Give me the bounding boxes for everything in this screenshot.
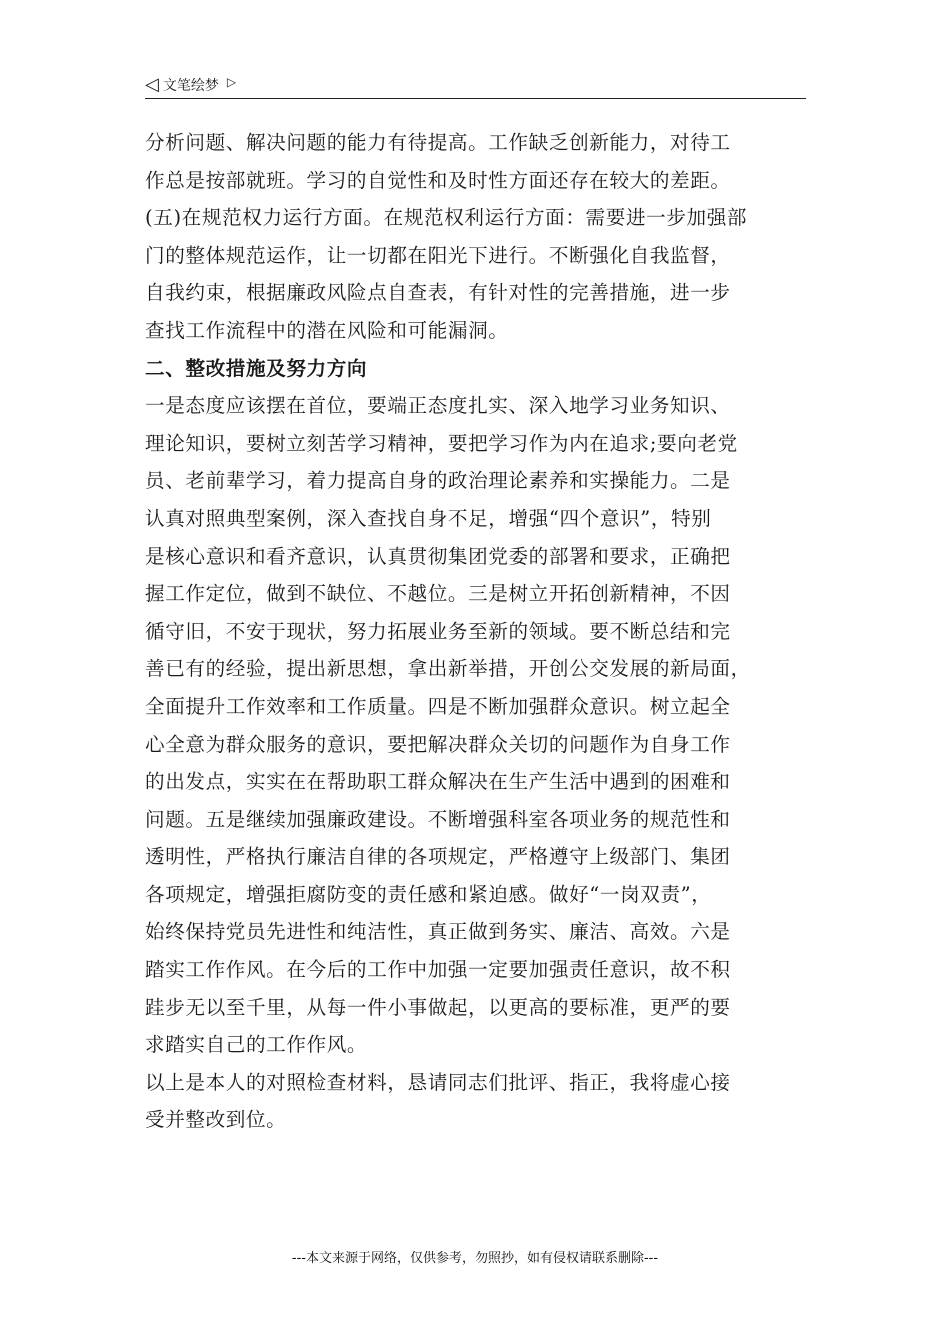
body-line: 分析问题、解决问题的能力有待提高。工作缺乏创新能力，对待工 (145, 131, 731, 154)
body-line: 的出发点，实实在在帮助职工群众解决在生产生活中遇到的困难和 (145, 770, 731, 794)
body-line: 一是态度应该摆在首位，要端正态度扎实、深入地学习业务知识、 (145, 394, 731, 418)
body-line: 踏实工作作风。在今后的工作中加强一定要加强责任意识，故不积 (145, 958, 731, 982)
body-line: 理论知识，要树立刻苦学习精神，要把学习作为内在追求;要向老党 (145, 431, 738, 455)
body-line: 作总是按部就班。学习的自觉性和及时性方面还存在较大的差距。 (145, 168, 731, 192)
body-line: 求踏实自己的工作作风。 (145, 1033, 368, 1057)
triangle-left-icon: ◁ (145, 74, 159, 95)
body-line: 善已有的经验，提出新思想，拿出新举措，开创公交发展的新局面， (145, 657, 751, 681)
body-line: 是核心意识和看齐意识，认真贯彻集团党委的部署和要求，正确把 (145, 544, 731, 568)
header-title: 文笔绘梦 (162, 78, 219, 94)
body-line: 透明性，严格执行廉洁自律的各项规定，严格遵守上级部门、集团 (145, 845, 731, 869)
body-line: 受并整改到位。 (145, 1108, 287, 1132)
body-line: 始终保持党员先进性和纯洁性，真正做到务实、廉洁、高效。六是 (145, 920, 731, 944)
document-body (145, 124, 805, 1139)
body-line: 握工作定位，做到不缺位、不越位。三是树立开拓创新精神，不因 (145, 582, 731, 606)
body-line: 门的整体规范运作，让一切都在阳光下进行。不断强化自我监督， (145, 243, 731, 267)
body-line: 问题。五是继续加强廉政建设。不断增强科室各项业务的规范性和 (145, 807, 731, 831)
body-line: 自我约束，根据廉政风险点自查表，有针对性的完善措施，进一步 (145, 281, 731, 305)
body-line: 全面提升工作效率和工作质量。四是不断加强群众意识。树立起全 (145, 694, 731, 718)
body-line: 以上是本人的对照检查材料，恳请同志们批评、指正，我将虚心接 (145, 1070, 731, 1094)
section-heading: 二、整改措施及努力方向 (145, 356, 368, 380)
footer-disclaimer: ---本文来源于网络，仅供参考，勿照抄，如有侵权请联系删除--- (291, 1251, 659, 1266)
triangle-right-icon: ▷ (226, 75, 237, 89)
body-line: 循守旧，不安于现状，努力拓展业务至新的领域。要不断总结和完 (145, 619, 731, 643)
page-header (145, 72, 806, 99)
body-line: 查找工作流程中的潜在风险和可能漏洞。 (145, 318, 509, 342)
body-line: (五)在规范权力运行方面。在规范权利运行方面：需要进一步加强部 (145, 206, 748, 230)
body-line: 认真对照典型案例，深入查找自身不足，增强“四个意识”，特别 (145, 506, 712, 530)
body-line: 各项规定，增强拒腐防变的责任感和紧迫感。做好“一岗双责”， (145, 882, 712, 906)
body-line: 跬步无以至千里，从每一件小事做起，以更高的要标准，更严的要 (145, 995, 731, 1019)
body-line: 员、老前辈学习，着力提高自身的政治理论素养和实操能力。二是 (145, 469, 731, 493)
body-line: 心全意为群众服务的意识，要把解决群众关切的问题作为自身工作 (145, 732, 731, 756)
